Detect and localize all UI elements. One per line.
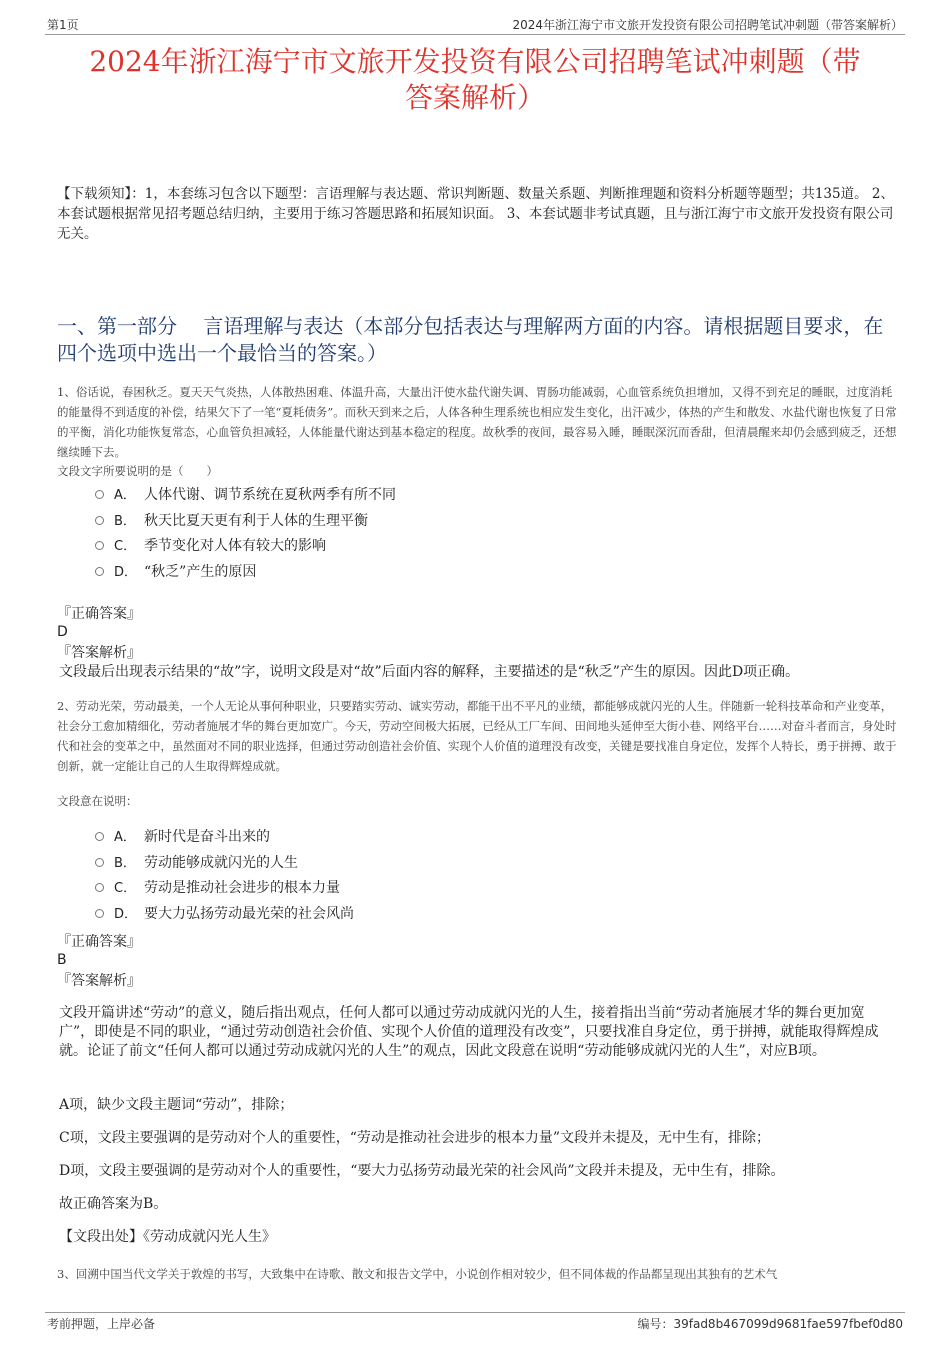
download-notice: 【下载须知】：1，本套练习包含以下题型：言语理解与表达题、常识判断题、数量关系题、判断推理题和资料分析题等题型；共135道。 2、本套试题根据常见招考题总结归纳，主要用于练习答题思路和拓展知识面。 3、本套试题非考试真题，且与浙江海宁市文旅开发投资有限公司无关。 <box>57 186 894 242</box>
radio-icon[interactable] <box>95 541 104 550</box>
radio-icon[interactable] <box>95 516 104 525</box>
header-doc-title: 2024年浙江海宁市文旅开发投资有限公司招聘笔试冲刺题（带答案解析） <box>512 18 903 32</box>
question-1-text: 1、俗话说，春困秋乏。夏天天气炎热，人体散热困难、体温升高，大量出汗使水盐代谢失调、胃肠功能减弱，心血管系统负担增加，又得不到充足的睡眠，过度消耗的能量得不到适度的补偿，结果欠下了一笔“夏耗债务”。而秋天到来之后，人体各种生理系统也相应发生变化，出汗减少，体热的产生和散发、水盐代谢也恢复了日常的平衡，消化功能恢复常态，心血管负担减轻，人体能量代谢达到基本稳定的程度。故秋季的夜间，最容易入睡，睡眠深沉而香甜，但清晨醒来却仍会感到疲乏，还想继续睡下去。 <box>57 385 897 459</box>
footer-slogan: 考前押题，上岸必备 <box>47 1317 156 1331</box>
q1-analysis-label: 『答案解析』 <box>57 645 141 661</box>
question-3-text: 3、回溯中国当代文学关于敦煌的书写，大致集中在诗歌、散文和报告文学中，小说创作相对较少，但不同体裁的作品都呈现出其独有的艺术气 <box>57 1267 778 1281</box>
q2-analysis-conclusion: 故正确答案为B。 <box>59 1196 168 1212</box>
page-footer <box>45 1312 905 1333</box>
q1-option-a[interactable]: A． 人体代谢、调节系统在夏秋两季有所不同 <box>95 485 396 505</box>
q2-option-d[interactable]: D． 要大力弘扬劳动最光荣的社会风尚 <box>95 904 354 924</box>
q2-option-b[interactable]: B． 劳动能够成就闪光的人生 <box>95 853 298 873</box>
q1-answer-label: 『正确答案』 <box>57 606 141 622</box>
radio-icon[interactable] <box>95 490 104 499</box>
radio-icon[interactable] <box>95 858 104 867</box>
radio-icon[interactable] <box>95 883 104 892</box>
q2-source: 【文段出处】《劳动成就闪光人生》 <box>59 1229 276 1245</box>
document-title <box>45 44 905 116</box>
q2-analysis-label: 『答案解析』 <box>57 973 141 989</box>
q2-option-c[interactable]: C． 劳动是推动社会进步的根本力量 <box>95 878 340 898</box>
radio-icon[interactable] <box>95 832 104 841</box>
footer-code: 编号：39fad8b467099d9681fae597fbef0d80 <box>637 1317 903 1331</box>
page-number: 第1页 <box>47 18 79 32</box>
q2-option-a[interactable]: A． 新时代是奋斗出来的 <box>95 827 270 847</box>
q1-option-b[interactable]: B． 秋天比夏天更有利于人体的生理平衡 <box>95 511 368 531</box>
q2-analysis-a: A项，缺少文段主题词“劳动”，排除； <box>59 1097 294 1113</box>
question-2-stem: 文段意在说明： <box>57 794 138 808</box>
q1-analysis: 文段最后出现表示结果的“故”字，说明文段是对“故”后面内容的解释，主要描述的是“秋乏”产生的原因。因此D项正确。 <box>59 664 800 680</box>
q1-option-c[interactable]: C． 季节变化对人体有较大的影响 <box>95 536 326 556</box>
q1-option-d[interactable]: D． “秋乏”产生的原因 <box>95 562 256 582</box>
question-2-text: 2、劳动光荣，劳动最美，一个人无论从事何种职业，只要踏实劳动、诚实劳动，都能干出不平凡的业绩，都能够成就闪光的人生。伴随新一轮科技革命和产业变革，社会分工愈加精细化，劳动者施展才华的舞台更加宽广。今天，劳动空间极大拓展，已经从工厂车间、田间地头延伸至大街小巷、网络平台……对奋斗者而言，身处时代和社会的变革之中，虽然面对不同的职业选择，但通过劳动创造社会价值、实现个人价值的道理没有改变，关键是要找准自身定位，发挥个人特长，勇于拼搏、敢于创新，就一定能让自己的人生取得辉煌成就。 <box>57 699 897 773</box>
title-line-2: 答案解析） <box>404 81 545 114</box>
question-1-stem: 文段文字所要说明的是（ ） <box>57 464 218 478</box>
section-heading: 一、第一部分 言语理解与表达（本部分包括表达与理解两方面的内容。请根据题目要求，在四个选项中选出一个最恰当的答案。） <box>57 314 884 365</box>
q2-answer: B <box>57 952 67 968</box>
title-line-1: 2024年浙江海宁市文旅开发投资有限公司招聘笔试冲刺题（带 <box>89 45 861 78</box>
page-header <box>45 14 905 35</box>
q2-analysis-d: D项，文段主要强调的是劳动对个人的重要性，“要大力弘扬劳动最光荣的社会风尚”文段并未提及，无中生有，排除。 <box>59 1163 785 1179</box>
q2-analysis-main: 文段开篇讲述“劳动”的意义，随后指出观点，任何人都可以通过劳动成就闪光的人生，接着指出当前“劳动者施展才华的舞台更加宽广”，即使是不同的职业，“通过劳动创造社会价值、实现个人价值的道理没有改变”，只要找准自身定位，勇于拼搏，就能取得辉煌成就。论证了前文“任何人都可以通过劳动成就闪光的人生”的观点，因此文段意在说明“劳动能够成就闪光的人生”，对应B项。 <box>59 1005 879 1059</box>
q2-answer-label: 『正确答案』 <box>57 934 141 950</box>
q2-analysis-c: C项，文段主要强调的是劳动对个人的重要性，“劳动是推动社会进步的根本力量”文段并未提及，无中生有，排除； <box>59 1130 771 1146</box>
q1-answer: D <box>57 624 68 640</box>
radio-icon[interactable] <box>95 567 104 576</box>
radio-icon[interactable] <box>95 909 104 918</box>
